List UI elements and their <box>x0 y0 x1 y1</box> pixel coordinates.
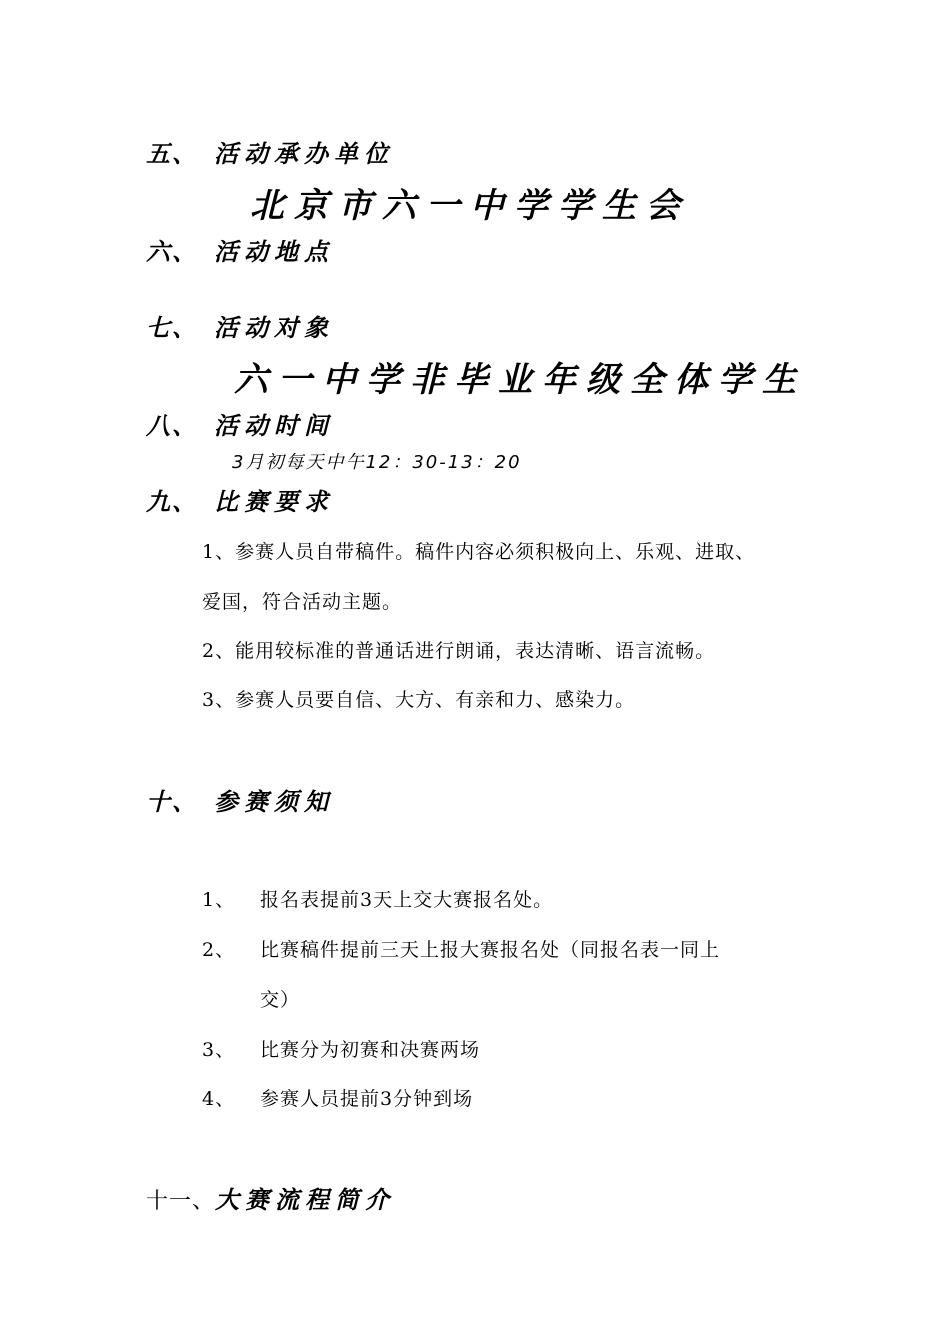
notice-number: 4、 <box>202 1088 236 1110</box>
section-heading-10 <box>146 782 334 817</box>
section-heading-8 <box>146 406 334 441</box>
section-number: 十、 <box>146 788 198 816</box>
section-number: 十一、 <box>146 1189 216 1214</box>
section-title: 参赛须知 <box>214 788 334 816</box>
notice-item <box>202 1084 473 1111</box>
notice-item-continuation <box>202 985 300 1012</box>
section-number: 八、 <box>146 412 198 440</box>
notice-number: 2、 <box>202 939 236 961</box>
section-title: 活动对象 <box>214 314 334 342</box>
requirement-line: 3、参赛人员要自信、大方、有亲和力、感染力。 <box>202 689 636 711</box>
section-heading-6 <box>146 232 334 267</box>
section-title: 大赛流程简介 <box>215 1186 396 1214</box>
section-heading-11 <box>146 1180 395 1215</box>
section-title: 活动地点 <box>214 238 334 266</box>
section-number: 七、 <box>146 314 198 342</box>
notice-item <box>202 885 553 912</box>
section-number: 六、 <box>146 238 198 266</box>
notice-number: 1、 <box>202 889 236 911</box>
section-number: 九、 <box>146 488 198 516</box>
section-heading-7 <box>146 308 334 343</box>
organizer-name: 北京市六一中学学生会 <box>250 186 690 226</box>
section-title: 活动承办单位 <box>214 140 394 168</box>
section-title: 比赛要求 <box>214 488 334 516</box>
activity-time: 3月初每天中午12：30-13：20 <box>232 452 522 473</box>
section-number: 五、 <box>146 140 198 168</box>
section-heading-5 <box>146 134 394 169</box>
section-heading-9 <box>146 482 334 517</box>
requirement-line: 1、参赛人员自带稿件。稿件内容必须积极向上、乐观、进取、 <box>202 541 756 563</box>
notice-text: 比赛稿件提前三天上报大赛报名处（同报名表一同上 <box>260 939 721 961</box>
notice-number: 3、 <box>202 1039 236 1061</box>
notice-text: 报名表提前3天上交大赛报名处。 <box>260 889 554 911</box>
section-title: 活动时间 <box>214 412 334 440</box>
notice-text: 比赛分为初赛和决赛两场 <box>260 1039 481 1061</box>
notice-item <box>202 935 720 962</box>
notice-text: 交） <box>260 989 301 1011</box>
target-audience: 六一中学非毕业年级全体学生 <box>234 360 806 400</box>
requirement-line: 2、能用较标准的普通话进行朗诵，表达清晰、语言流畅。 <box>202 640 716 662</box>
requirement-line: 爱国，符合活动主题。 <box>202 591 403 613</box>
notice-item <box>202 1035 480 1062</box>
notice-text: 参赛人员提前3分钟到场 <box>260 1088 474 1110</box>
